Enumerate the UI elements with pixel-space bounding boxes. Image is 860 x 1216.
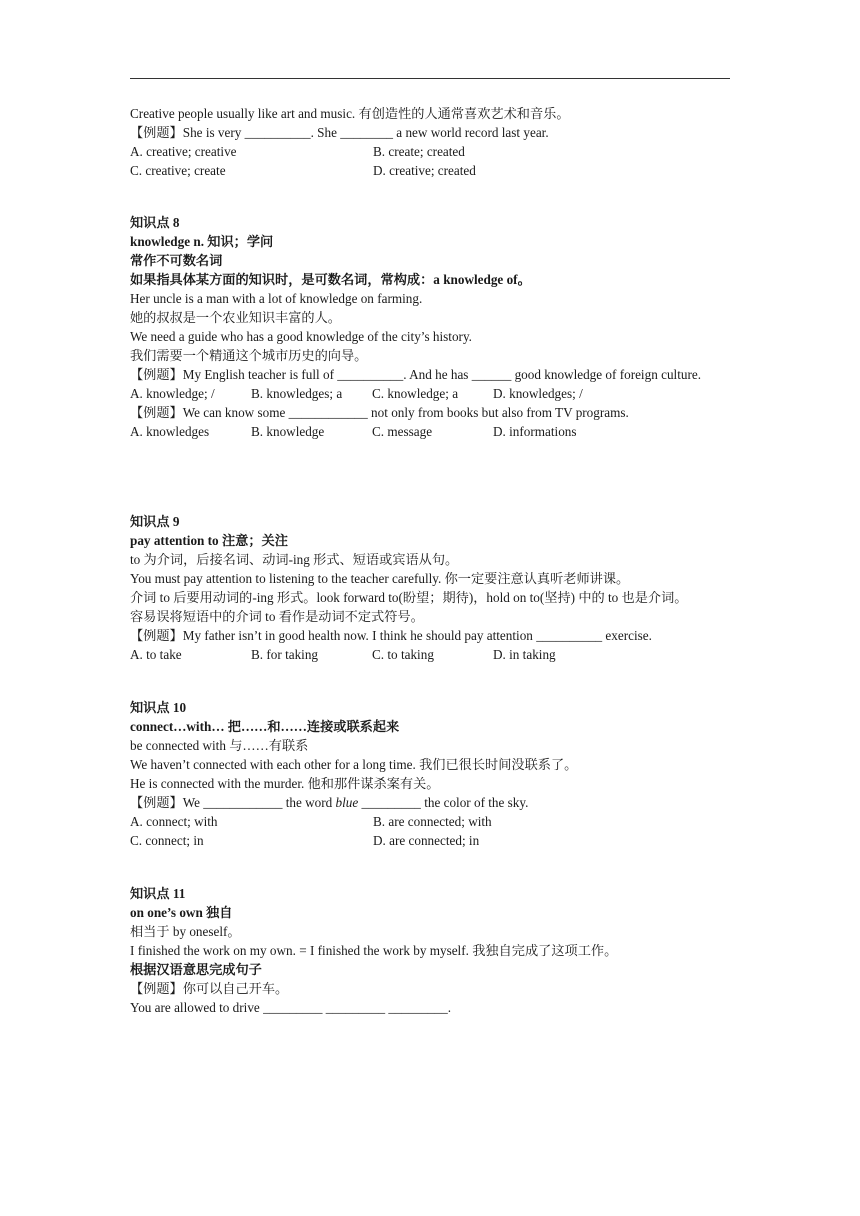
- exercise-question: 【例题】We ____________ the word blue _________ the color of the sky.: [130, 795, 529, 810]
- document-body: [130, 104, 734, 1017]
- option-b: B. knowledge: [251, 424, 325, 439]
- italic-word: blue: [335, 795, 359, 810]
- option-a: A. to take: [130, 647, 182, 662]
- header-rule: [130, 78, 730, 79]
- option-b: B. knowledges; a: [251, 386, 343, 401]
- option-c: C. message: [372, 424, 433, 439]
- usage-note: 介词 to 后要用动词的-ing 形式。look forward to(盼望；期待)，hold on to(坚持) 中的 to 也是介词。: [130, 590, 688, 605]
- usage-note: 容易误将短语中的介词 to 看作是动词不定式符号。: [130, 609, 424, 624]
- example-sentence: Creative people usually like art and music. 有创造性的人通常喜欢艺术和音乐。: [130, 106, 570, 121]
- example-sentence: Her uncle is a man with a lot of knowledge on farming.: [130, 291, 423, 306]
- option-c: C. connect; in: [130, 833, 204, 848]
- option-b: B. are connected; with: [373, 814, 492, 829]
- option-a: A. knowledge; /: [130, 386, 215, 401]
- option-c: C. creative; create: [130, 163, 226, 178]
- section-heading: 知识点 11: [130, 886, 186, 901]
- exercise-options: [130, 384, 734, 403]
- example-sentence: We haven’t connected with each other for a long time. 我们已很长时间没联系了。: [130, 757, 578, 772]
- option-a: A. creative; creative: [130, 144, 237, 159]
- exercise-question: 【例题】My father isn’t in good health now. I think he should pay attention __________ exercise.: [130, 628, 652, 643]
- exercise-instruction: 根据汉语意思完成句子: [130, 962, 262, 977]
- usage-note: to 为介词，后接名词、动词-ing 形式、短语或宾语从句。: [130, 552, 459, 567]
- option-d: D. are connected; in: [373, 833, 480, 848]
- exercise-options: [130, 831, 734, 850]
- option-d: D. in taking: [493, 647, 556, 662]
- exercise-question: 【例题】We can know some ____________ not only from books but also from TV programs.: [130, 405, 629, 420]
- exercise-options: [130, 422, 734, 441]
- usage-note: 相当于 by oneself。: [130, 924, 241, 939]
- section-heading: 知识点 9: [130, 514, 180, 529]
- keyword: connect…with… 把……和……连接或联系起来: [130, 719, 400, 734]
- option-a: A. connect; with: [130, 814, 218, 829]
- example-translation: 我们需要一个精通这个城市历史的向导。: [130, 348, 368, 363]
- option-d: D. informations: [493, 424, 577, 439]
- exercise-options: [130, 161, 734, 180]
- keyword: knowledge n. 知识；学问: [130, 234, 274, 249]
- option-b: B. for taking: [251, 647, 319, 662]
- option-c: C. to taking: [372, 647, 434, 662]
- example-translation: 她的叔叔是一个农业知识丰富的人。: [130, 310, 341, 325]
- example-sentence: He is connected with the murder. 他和那件谋杀案有关。: [130, 776, 440, 791]
- exercise-question: 【例题】She is very __________. She ________ a new world record last year.: [130, 125, 549, 140]
- section-heading: 知识点 10: [130, 700, 187, 715]
- option-a: A. knowledges: [130, 424, 210, 439]
- usage-note: be connected with 与……有联系: [130, 738, 309, 753]
- option-d: D. knowledges; /: [493, 386, 583, 401]
- exercise-options: [130, 645, 734, 664]
- option-d: D. creative; created: [373, 163, 476, 178]
- example-sentence: I finished the work on my own. = I finished the work by myself. 我独自完成了这项工作。: [130, 943, 618, 958]
- exercise-answer-line: You are allowed to drive _________ _________ _________.: [130, 1000, 451, 1015]
- example-sentence: You must pay attention to listening to the teacher carefully. 你一定要注意认真听老师讲课。: [130, 571, 630, 586]
- exercise-question: 【例题】My English teacher is full of __________. And he has ______ good knowledge of foreign culture.: [130, 367, 701, 382]
- option-b: B. create; created: [373, 144, 465, 159]
- exercise-options: [130, 142, 734, 161]
- usage-rule: 常作不可数名词: [130, 253, 223, 268]
- keyword: pay attention to 注意；关注: [130, 533, 288, 548]
- section-heading: 知识点 8: [130, 215, 180, 230]
- example-sentence: We need a guide who has a good knowledge of the city’s history.: [130, 329, 472, 344]
- exercise-options: [130, 812, 734, 831]
- option-c: C. knowledge; a: [372, 386, 459, 401]
- usage-rule: 如果指具体某方面的知识时，是可数名词，常构成：a knowledge of。: [130, 272, 531, 287]
- keyword: on one’s own 独自: [130, 905, 233, 920]
- exercise-question: 【例题】你可以自己开车。: [130, 981, 289, 996]
